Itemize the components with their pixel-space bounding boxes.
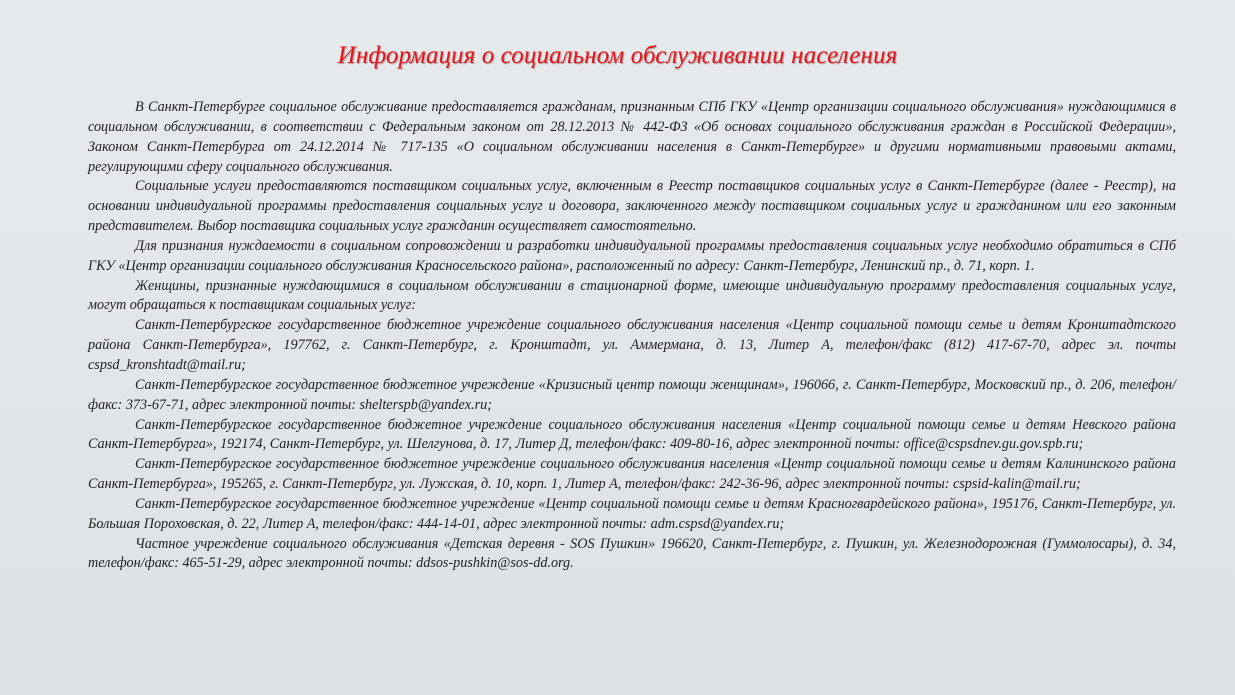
slide-body bbox=[88, 98, 1176, 574]
paragraph-provider-krasnogvardeysky: Санкт-Петербургское государственное бюджетное учреждение «Центр социальной помощи семье и детям Красногвардейского района», 195176, Санкт-Петербург, ул. Большая Пороховская, д. 22, Литер А, телефон/факс: 444-14-01, адрес электронной почты: adm.cspsd@yandex.ru; bbox=[88, 495, 1176, 532]
paragraph-provider-sos-pushkin: Частное учреждение социального обслуживания «Детская деревня - SOS Пушкин» 196620, Санкт-Петербург, г. Пушкин, ул. Железнодорожная (Гуммолосары), д. 34, телефон/факс: 465-51-29, адрес электронной почты: ddsos-pushkin@sos-dd.org. bbox=[88, 535, 1176, 572]
paragraph-provider-kronshtadt: Санкт-Петербургское государственное бюджетное учреждение социального обслуживания населения «Центр социальной помощи семье и детям Кронштадтского района Санкт-Петербурга», 197762, г. Санкт-Петербург, г. Кронштадт, ул. Аммермана, д. 13, Литер А, телефон/факс (812) 417-67-70, адрес эл. почты cspsd_kronshtadt@mail.ru; bbox=[88, 317, 1176, 373]
slide-title: Информация о социальном обслуживании населения bbox=[337, 42, 898, 69]
paragraph-provider-kalininsky: Санкт-Петербургское государственное бюджетное учреждение социального обслуживания населения «Центр социальной помощи семье и детям Калининского района Санкт-Петербурга», 195265, г. Санкт-Петербург, ул. Лужская, д. 10, корп. 1, Литер А, телефон/факс: 242-36-96, адрес электронной почты: cspsid-kalin@mail.ru; bbox=[88, 456, 1176, 493]
paragraph-legal-basis: В Санкт-Петербурге социальное обслуживание предоставляется гражданам, признанным СПб ГКУ «Центр организации социального обслуживания» нуждающимися в социальном обслуживании, в соответствии с Федеральным законом от 28.12.2013 № 442-ФЗ «Об основах социального обслуживания граждан в Российской Федерации», Законом Санкт-Петербурга от 24.12.2014 № 717-135 «О социальном обслуживании населения в Санкт-Петербурге» и другими нормативными правовыми актами, регулирующими сферу социального обслуживания. bbox=[88, 99, 1176, 175]
paragraph-recognition: Для признания нуждаемости в социальном сопровождении и разработки индивидуальной программы предоставления социальных услуг необходимо обратиться в СПб ГКУ «Центр организации социального обслуживания Красносельского района», расположенный по адресу: Санкт-Петербург, Ленинский пр., д. 71, корп. 1. bbox=[88, 237, 1176, 274]
paragraph-provider-crisis-center: Санкт-Петербургское государственное бюджетное учреждение «Кризисный центр помощи женщинам», 196066, г. Санкт-Петербург, Московский пр., д. 206, телефон/факс: 373-67-71, адрес электронной почты: sheltersрb@yandex.ru; bbox=[88, 376, 1176, 413]
paragraph-providers: Социальные услуги предоставляются поставщиком социальных услуг, включенным в Реестр поставщиков социальных услуг в Санкт-Петербурге (далее - Реестр), на основании индивидуальной программы предоставления социальных услуг и договора, заключенного между поставщиком социальных услуг и гражданином или его законным представителем. Выбор поставщика социальных услуг гражданин осуществляет самостоятельно. bbox=[88, 178, 1176, 235]
paragraph-women-intro: Женщины, признанные нуждающимися в социальном обслуживании в стационарной форме, имеющие индивидуальную программу предоставления социальных услуг, могут обращаться к поставщикам социальных услуг: bbox=[88, 277, 1176, 314]
paragraph-provider-nevsky: Санкт-Петербургское государственное бюджетное учреждение социального обслуживания населения «Центр социальной помощи семье и детям Невского района Санкт-Петербурга», 192174, Санкт-Петербург, ул. Шелгунова, д. 17, Литер Д, телефон/факс: 409-80-16, адрес электронной почты: office@cspsdnev.gu.gov.spb.ru; bbox=[88, 416, 1176, 453]
